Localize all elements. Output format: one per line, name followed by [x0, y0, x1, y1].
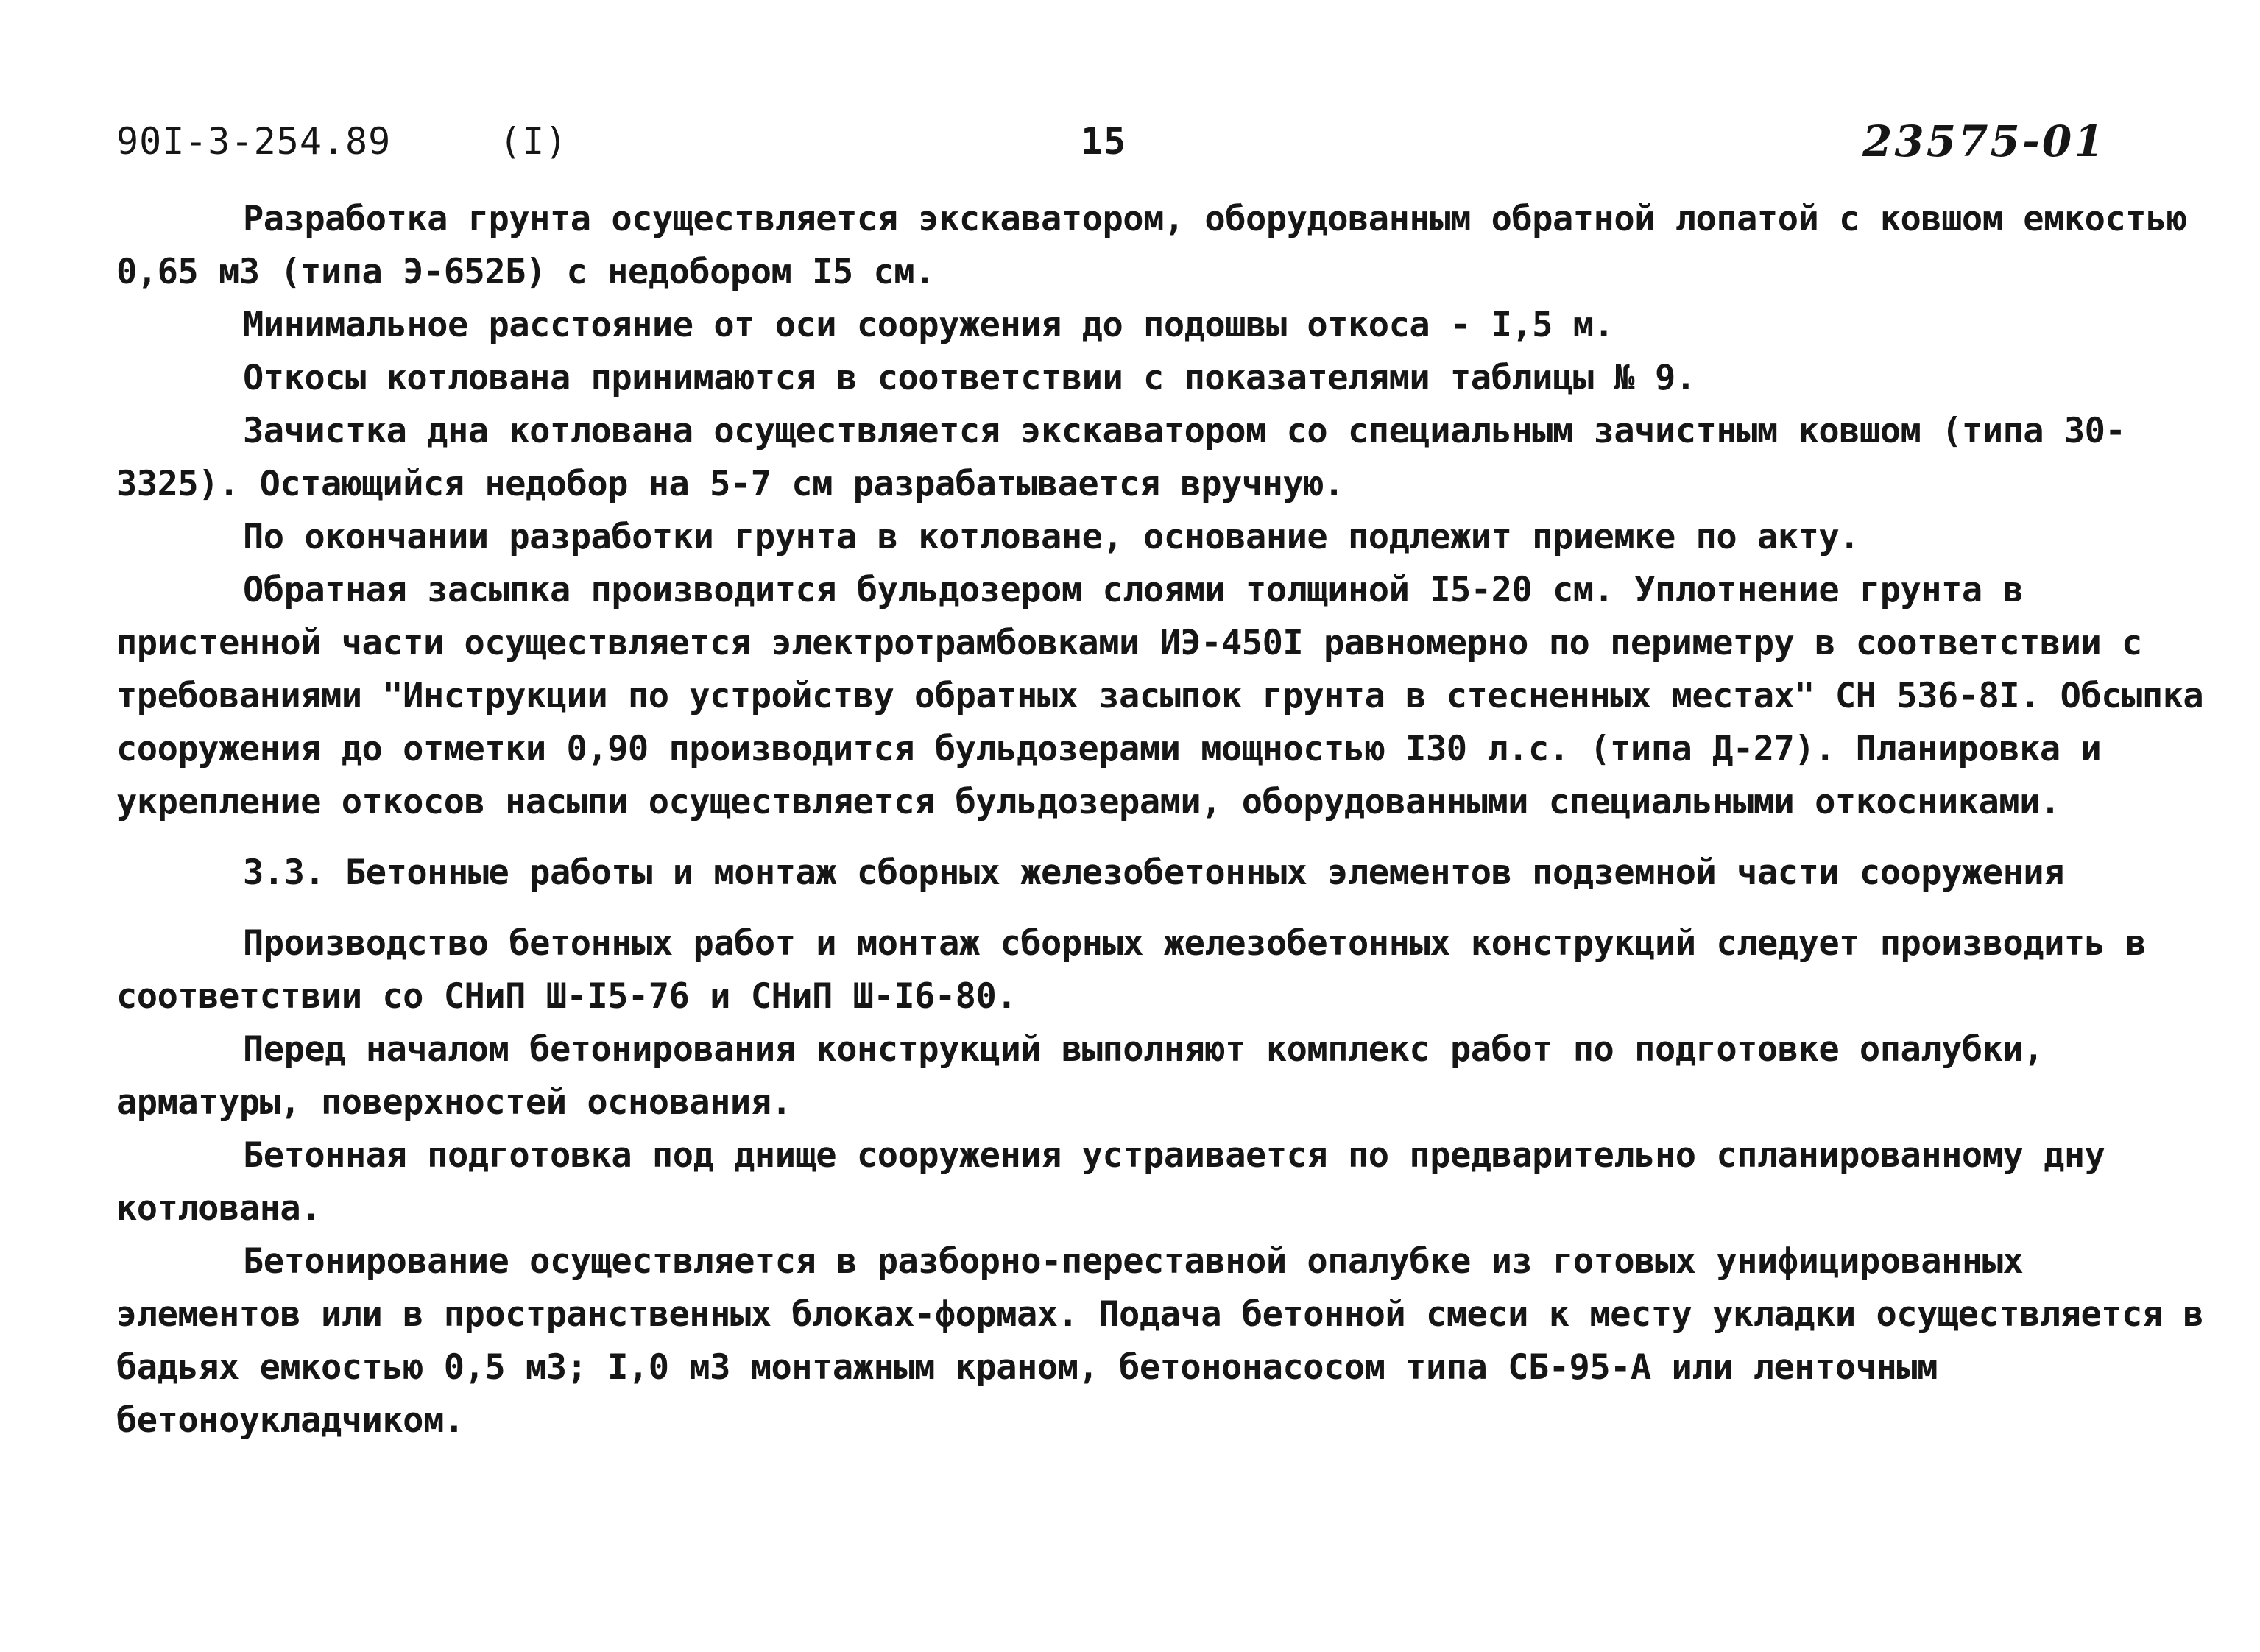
document-code: 90I-3-254.89	[116, 120, 392, 163]
inventory-number: 23575-01	[1862, 116, 2106, 166]
page-number: 15	[1081, 120, 1127, 163]
paragraph-concreting: Бетонирование осуществляется в разборно-переставной опалубке из готовых унифицированных элементов или в пространственных блоках-формах. Подача бетонной смеси к месту укладки осуществляется в бадьях емкостью 0,5 м3; I,0 м3 монтажным краном, бетононасосом типа СБ-95-А или ленточным бетоноукладчиком.	[116, 1241, 2204, 1441]
section-heading: 3.3. Бетонные работы и монтаж сборных железобетонных элементов подземной части сооружения	[243, 853, 2064, 893]
document-part: (I)	[499, 120, 568, 163]
paragraph-slopes: Откосы котлована принимаются в соответствии с показателями таблицы № 9.	[243, 358, 1696, 398]
paragraph-excavation: Разработка грунта осуществляется экскаватором, оборудованным обратной лопатой с ковшом емкостью 0,65 м3 (типа Э-652Б) с недобором I5 см.	[116, 199, 2187, 292]
section-spacer	[116, 829, 2207, 847]
paragraph-concrete-works: Производство бетонных работ и монтаж сборных железобетонных конструкций следует производить в соответствии со СНиП Ш-I5-76 и СНиП Ш-I6-80.	[116, 923, 2147, 1017]
paragraph-backfill: Обратная засыпка производится бульдозером слоями толщиной I5-20 см. Уплотнение грунта в пристенной части осуществляется электротрамбовками ИЭ-450I равномерно по периметру в соответствии с требованиями "Инструкции по устройству обратных засыпок грунта в стесненных местах" СН 536-8I. Обсыпка сооружения до отметки 0,90 производится бульдозерами мощностью I30 л.с. (типа Д-27). Планировка и укрепление откосов насыпи осуществляется бульдозерами, оборудованными специальными откосниками.	[116, 570, 2204, 822]
document-body	[116, 193, 2207, 1447]
paragraph-acceptance: По окончании разработки грунта в котловане, основание подлежит приемке по акту.	[243, 517, 1860, 557]
paragraph-bottom-cleaning: Зачистка дна котлована осуществляется экскаватором со специальным зачистным ковшом (типа 30-3325). Остающийся недобор на 5-7 см разрабатывается вручную.	[116, 411, 2126, 504]
section-spacer	[116, 900, 2207, 917]
paragraph-min-distance: Минимальное расстояние от оси сооружения до подошвы откоса - I,5 м.	[243, 305, 1614, 345]
paragraph-base-preparation: Бетонная подготовка под днище сооружения устраивается по предварительно спланированному дну котлована.	[116, 1135, 2105, 1229]
paragraph-preparation: Перед началом бетонирования конструкций выполняют комплекс работ по подготовке опалубки, арматуры, поверхностей основания.	[116, 1029, 2044, 1123]
